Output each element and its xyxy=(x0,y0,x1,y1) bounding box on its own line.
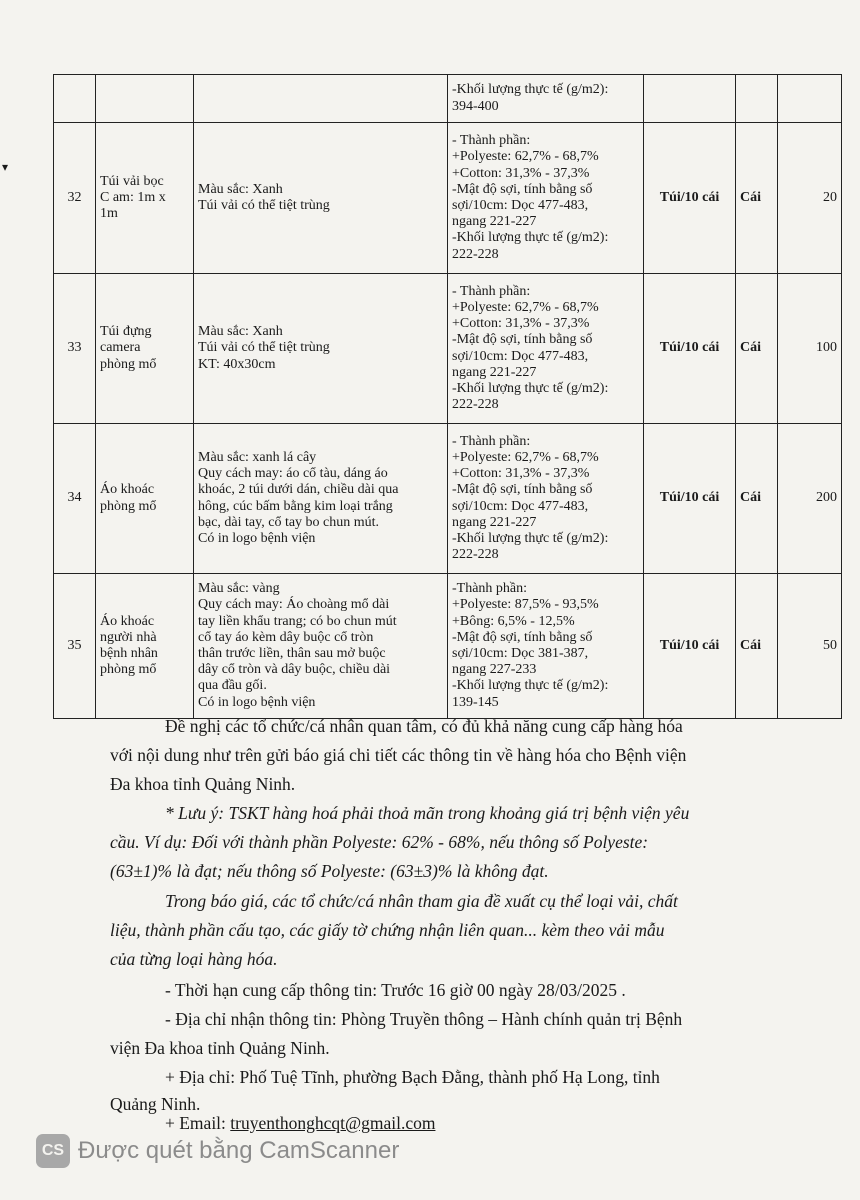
cell-text-line: +Polyeste: 62,7% - 68,7% xyxy=(452,299,599,315)
row-number-cell: 33 xyxy=(54,274,96,424)
cell-text-line: 222-228 xyxy=(452,246,499,262)
row-number-cell: 32 xyxy=(54,123,96,274)
cell-text-line: qua đầu gối. xyxy=(198,678,267,694)
empty-cell xyxy=(644,75,736,123)
cell-text-line: tay liền khẩu trang; có bo chun mút xyxy=(198,613,397,629)
cell-text-line: Túi vải có thể tiệt trùng xyxy=(198,198,330,213)
tech-spec-cell xyxy=(448,274,644,424)
cell-text-line: bệnh nhân xyxy=(100,646,158,661)
street-address-line-2: Quảng Ninh. xyxy=(110,1094,201,1114)
note-line-1: * Lưu ý: TSKT hàng hoá phải thoả mãn trong khoảng giá trị bệnh viện yêu xyxy=(165,803,690,823)
quantity-cell: 200 xyxy=(778,424,842,574)
cell-text-line: sợi/10cm: Dọc 477-483, xyxy=(452,348,589,364)
quantity-cell: 20 xyxy=(778,123,842,274)
cell-text-line: -Thành phần: xyxy=(452,581,528,597)
camscanner-logo-icon: CS xyxy=(36,1134,70,1168)
proposal-line-3: của từng loại hàng hóa. xyxy=(110,949,278,969)
tech-spec-cell xyxy=(448,123,644,274)
tech-spec-cell xyxy=(448,574,644,719)
tech-spec-cell xyxy=(448,75,644,123)
item-name-cell xyxy=(96,424,194,574)
cell-text-line: phòng mổ xyxy=(100,498,157,514)
cell-text-line: thân trước liền, thân sau mở buộc xyxy=(198,646,386,661)
cell-text-line: 222-228 xyxy=(452,547,499,563)
description-cell xyxy=(194,424,448,574)
request-paragraph-line-1: Đề nghị các tổ chức/cá nhân quan tâm, có đủ khả năng cung cấp hàng hóa xyxy=(165,716,683,736)
cell-text-line: phòng mổ xyxy=(100,662,157,678)
cell-text-line: -Mật độ sợi, tính bằng số xyxy=(452,181,593,197)
goods-spec-table xyxy=(53,74,842,719)
item-name-cell xyxy=(96,274,194,424)
cell-text-line: Túi đựng xyxy=(100,324,152,340)
cell-text-line: Quy cách may: áo cổ tàu, dáng áo xyxy=(198,466,388,482)
empty-cell xyxy=(778,75,842,123)
cell-text-line: - Thành phần: xyxy=(452,433,531,449)
cell-text-line: +Polyeste: 62,7% - 68,7% xyxy=(452,449,599,465)
cell-text-line: Có in logo bệnh viện xyxy=(198,530,316,546)
note-line-2: cầu. Ví dụ: Đối với thành phần Polyeste: 62% - 68%, nếu thông số Polyeste: xyxy=(110,832,649,852)
cell-text-line: người nhà xyxy=(100,629,157,645)
cell-text-line: Quy cách may: Áo choàng mổ dài xyxy=(198,597,390,613)
camscanner-watermark-text: Được quét bằng CamScanner xyxy=(78,1137,400,1164)
description-cell xyxy=(194,274,448,424)
cell-text-line: 394-400 xyxy=(452,98,499,114)
cell-text-line: dây cổ tròn và dây buộc, chiều dài xyxy=(198,662,391,678)
cell-text-line: -Mật độ sợi, tính bằng số xyxy=(452,332,593,348)
packaging-cell: Túi/10 cái xyxy=(644,123,736,274)
cell-text-line: ngang 221-227 xyxy=(452,514,537,530)
cell-text-line: hông, cúc bấm bằng kim loại trắng xyxy=(198,498,393,514)
empty-cell xyxy=(736,75,778,123)
unit-cell: Cái xyxy=(736,424,778,574)
cell-text-line: Màu sắc: vàng xyxy=(198,581,280,597)
empty-cell xyxy=(96,75,194,123)
camscanner-watermark xyxy=(36,1134,399,1168)
cell-text-line: Màu sắc: Xanh xyxy=(198,181,283,197)
table-row xyxy=(54,574,842,719)
cell-text-line: 139-145 xyxy=(452,694,499,710)
cell-text-line: -Khối lượng thực tế (g/m2): xyxy=(452,230,609,246)
empty-cell xyxy=(194,75,448,123)
cell-text-line: +Bông: 6,5% - 12,5% xyxy=(452,613,575,629)
note-line-3: (63±1)% là đạt; nếu thông số Polyeste: (63±3)% là không đạt. xyxy=(110,861,549,881)
receiving-address-line-2: viện Đa khoa tỉnh Quảng Ninh. xyxy=(110,1038,330,1058)
packaging-cell: Túi/10 cái xyxy=(644,274,736,424)
cell-text-line: camera xyxy=(100,340,141,356)
cell-text-line: Túi vải bọc xyxy=(100,173,164,189)
cell-text-line: bạc, dài tay, cổ tay bo chun mút. xyxy=(198,514,380,530)
description-cell xyxy=(194,574,448,719)
email-line xyxy=(165,1113,435,1134)
cell-text-line: -Mật độ sợi, tính bằng số xyxy=(452,629,593,645)
cell-text-line: 1m xyxy=(100,206,118,222)
request-paragraph-line-3: Đa khoa tỉnh Quảng Ninh. xyxy=(110,774,296,794)
cell-text-line: +Cotton: 31,3% - 37,3% xyxy=(452,165,590,181)
cell-text-line: Áo khoác xyxy=(100,613,155,629)
email-label: + Email: xyxy=(165,1113,231,1133)
email-link[interactable]: truyenthonghcqt@gmail.com xyxy=(230,1113,436,1133)
table-row xyxy=(54,123,842,274)
unit-cell: Cái xyxy=(736,574,778,719)
cell-text-line: KT: 40x30cm xyxy=(198,356,276,372)
cell-text-line: - Thành phần: xyxy=(452,283,531,299)
item-name-cell xyxy=(96,123,194,274)
proposal-line-1: Trong báo giá, các tổ chức/cá nhân tham gia đề xuất cụ thể loại vải, chất xyxy=(165,891,678,911)
cell-text-line: +Cotton: 31,3% - 37,3% xyxy=(452,316,590,332)
table-row xyxy=(54,274,842,424)
row-number-cell: 35 xyxy=(54,574,96,719)
cell-text-line: ngang 221-227 xyxy=(452,364,537,380)
packaging-cell: Túi/10 cái xyxy=(644,574,736,719)
cell-text-line: Áo khoác xyxy=(100,482,155,498)
cell-text-line: ngang 227-233 xyxy=(452,662,537,678)
cell-text-line: phòng mổ xyxy=(100,356,157,372)
cell-text-line: 222-228 xyxy=(452,397,499,413)
cell-text-line: Có in logo bệnh viện xyxy=(198,694,316,710)
tech-spec-cell xyxy=(448,424,644,574)
cell-text-line: khoác, 2 túi dưới dán, chiều dài qua xyxy=(198,482,399,498)
cell-text-line: Màu sắc: xanh lá cây xyxy=(198,449,317,465)
table-row xyxy=(54,424,842,574)
quantity-cell: 100 xyxy=(778,274,842,424)
table-row-partial xyxy=(54,75,842,123)
deadline-text: - Thời hạn cung cấp thông tin: Trước 16 giờ 00 ngày 28/03/2025 . xyxy=(165,980,626,1000)
cell-text-line: - Thành phần: xyxy=(452,133,531,149)
cell-text-line: Túi vải có thể tiệt trùng xyxy=(198,340,330,356)
cell-text-line: cổ tay áo kèm dây buộc cổ tròn xyxy=(198,629,374,645)
receiving-address-line-1: - Địa chỉ nhận thông tin: Phòng Truyền thông – Hành chính quản trị Bệnh xyxy=(165,1009,683,1029)
scan-edge-mark: ▾ xyxy=(2,160,9,174)
street-address-line-1: + Địa chỉ: Phố Tuệ Tĩnh, phường Bạch Đằng, thành phố Hạ Long, tỉnh xyxy=(165,1067,660,1087)
cell-text-line: sợi/10cm: Dọc 381-387, xyxy=(452,646,589,661)
cell-text-line: +Polyeste: 62,7% - 68,7% xyxy=(452,149,599,165)
proposal-line-2: liệu, thành phần cấu tạo, các giấy tờ chứng nhận liên quan... kèm theo vải mẫu xyxy=(110,920,665,940)
unit-cell: Cái xyxy=(736,274,778,424)
cell-text-line: -Mật độ sợi, tính bằng số xyxy=(452,482,593,498)
description-cell xyxy=(194,123,448,274)
cell-text-line: -Khối lượng thực tế (g/m2): xyxy=(452,530,609,546)
cell-text-line: C am: 1m x xyxy=(100,189,166,205)
request-paragraph-line-2: với nội dung như trên gửi báo giá chi tiết các thông tin về hàng hóa cho Bệnh viện xyxy=(110,745,687,765)
cell-text-line: -Khối lượng thực tế (g/m2): xyxy=(452,82,609,98)
unit-cell: Cái xyxy=(736,123,778,274)
cell-text-line: sợi/10cm: Dọc 477-483, xyxy=(452,498,589,514)
row-number-cell: 34 xyxy=(54,424,96,574)
cell-text-line: -Khối lượng thực tế (g/m2): xyxy=(452,678,609,694)
empty-cell xyxy=(54,75,96,123)
packaging-cell: Túi/10 cái xyxy=(644,424,736,574)
cell-text-line: ngang 221-227 xyxy=(452,214,537,230)
item-name-cell xyxy=(96,574,194,719)
cell-text-line: sợi/10cm: Dọc 477-483, xyxy=(452,198,589,213)
quantity-cell: 50 xyxy=(778,574,842,719)
cell-text-line: +Polyeste: 87,5% - 93,5% xyxy=(452,597,599,613)
cell-text-line: Màu sắc: Xanh xyxy=(198,324,283,340)
cell-text-line: +Cotton: 31,3% - 37,3% xyxy=(452,466,590,482)
cell-text-line: -Khối lượng thực tế (g/m2): xyxy=(452,380,609,396)
